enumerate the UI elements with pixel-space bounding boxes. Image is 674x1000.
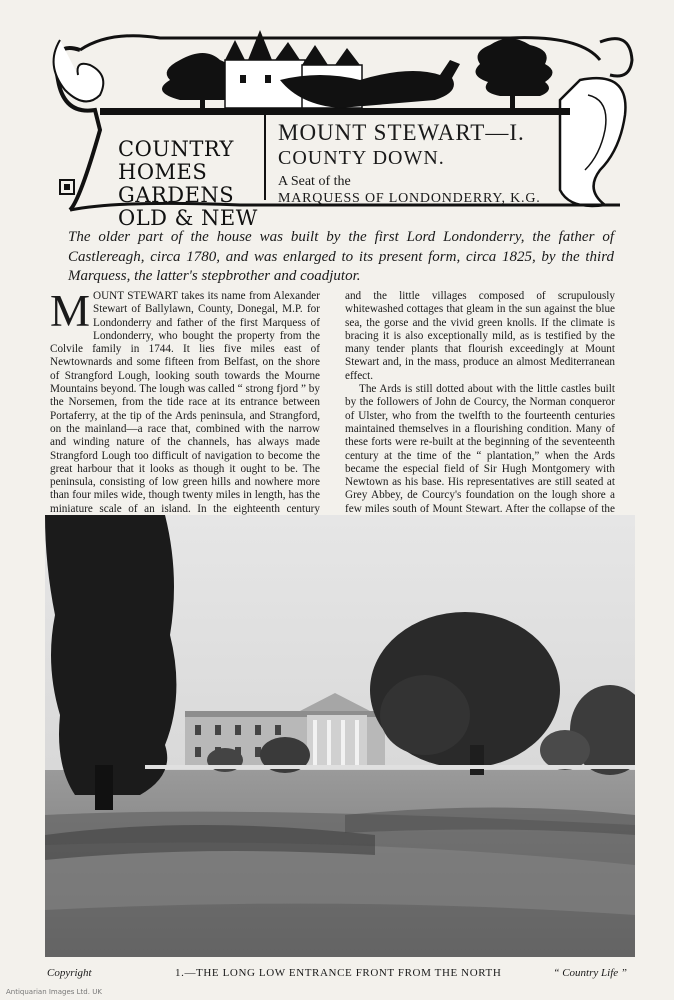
photo-caption xyxy=(45,965,635,981)
body-text: OUNT STEWART takes its name from Alexander Stewart of Ballylawn, County, Donegal, M.P. for Londonderry and father of the first Marquess of Londonderry, who bought the property from the Colvile family in 1744. It lies five miles east of Newtownards and some fifteen from Belfast, on the shore of Strangford Lough, looking south towards the Mourne Mountains beyond. The lough was called “ strong fjord ” by the Norsemen, from the tide race at its entrance between Portaferry, at the tip of the Ards peninsula, and Strangford, on the mainland—a race that, combined with the narrow and winding nature of the channels, has always made Strangford Lough too difficult of navigation to become the great harbour that it looks as though it ought to be. The peninsula, consisting of low green hills and nowhere more than four miles wide, though twenty miles in length, has the miniature scale of an island. In the eighteenth century xyxy=(50,290,320,515)
caption-copyright: Copyright xyxy=(47,967,92,979)
body-paragraph: and the little villages composed of scrupulously whitewashed cottages that gleam in the sun against the blue sea, the gorse and the vivid green knolls. If the climate is bracing it is also exceptionally mild, as is testified by the many tender plants that flourish exceedingly at Mount Stewart and, in the mass, produce an almost Mediterranean effect. xyxy=(345,290,615,382)
intro-paragraph: The older part of the house was built by the first Lord Londonderry, the father of Castlereagh, circa 1780, and was enlarged to its present form, circa 1825, by the third Marquess, the latter's stepbrother and coadjutor. xyxy=(68,229,614,284)
series-title-line: HOMES xyxy=(118,160,208,184)
article-owner: MARQUESS OF LONDONDERRY, K.G. xyxy=(278,191,541,206)
caption-title: 1.—THE LONG LOW ENTRANCE FRONT FROM THE NORTH xyxy=(175,967,502,979)
drop-cap: M xyxy=(50,286,91,336)
house-photograph xyxy=(45,515,635,957)
series-title-line: GARDENS xyxy=(118,183,235,207)
article-subtitle-location: COUNTY DOWN. xyxy=(278,147,445,169)
article-title: MOUNT STEWART—I. xyxy=(278,120,525,145)
series-title-line: COUNTRY xyxy=(118,137,234,161)
series-title-line: OLD & NEW xyxy=(118,206,258,230)
photo-scene xyxy=(45,515,635,957)
watermark-text: Antiquarian Images Ltd. UK xyxy=(6,988,102,996)
masthead-illustration xyxy=(40,20,640,230)
article-heading xyxy=(278,120,578,207)
article-seat-of: A Seat of the xyxy=(278,174,351,189)
caption-credit: “ Country Life ” xyxy=(553,967,627,979)
body-paragraph: The Ards is still dotted about with the little castles built by the followers of John de Courcy, the Norman conqueror of Ulster, who from the twelfth to the fourteenth centuries maintained themselves in a flourishing condition. Many of these forts were re-built at the beginning of the seventeenth century at the time of the “ plantation,” when the Ards became the especial field of Sir Hugh Montgomery with Newtown as his base. His representatives are still seated at Grey Abbey, de Courcy's foundation on the lough shore a few miles south of Mount Stewart. After the collapse of the xyxy=(345,383,615,515)
